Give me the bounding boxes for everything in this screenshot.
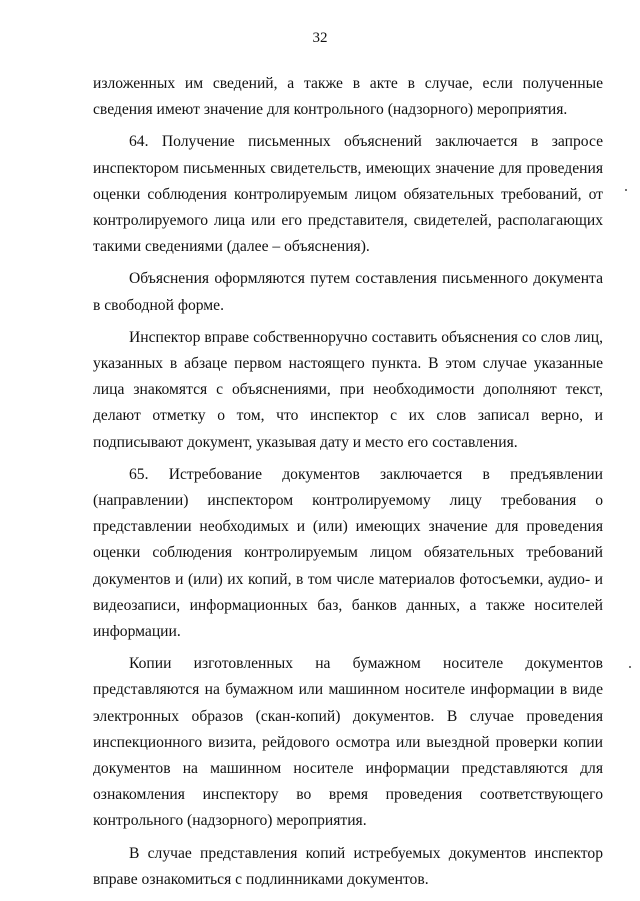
paragraph-inspector-right: Инспектор вправе собственноручно составить объяснения со слов лиц, указанных в абзаце первом настоящего пункта. В этом случае указанные лица знакомятся с объяснениями, при необходимости дополняют текст, делают отметку о том, что инспектор с их слов записал верно, и подписывают документ, указывая дату и место его составления. [93,328,603,451]
scan-speck [629,666,631,668]
paragraph-continuation: изложенных им сведений, а также в акте в случае, если полученные сведения имеют значение для контрольного (надзорного) мероприятия. [93,75,603,119]
paragraph-copies: Копии изготовленных на бумажном носителе документов представляются на бумажном или машинном носителе информации в виде электронных образов (скан-копий) документов. В случае проведения инспекционного визита, рейдового осмотра или выездной проверки копии документов на машинном носителе информации представляются для ознакомления инспектору во время проведения соответствующего контрольного (надзорного) мероприятия. [93,655,603,830]
paragraph-explanations-form: Объяснения оформляются путем составления письменного документа в свободной форме. [93,270,603,314]
paragraph-originals: В случае представления копий истребуемых документов инспектор вправе ознакомиться с подлинниками документов. [93,844,603,888]
body-text [93,71,603,893]
page-number: 32 [312,30,328,46]
paragraph-item-65: 65. Истребование документов заключается в предъявлении (направлении) инспектором контролируемому лицу требования о представлении необходимых и (или) имеющих значение для проведения оценки соблюдения контролируемым лицом обязательных требований документов и (или) их копий, в том числе материалов фотосъемки, аудио- и видеозаписи, информационных баз, банков данных, а также носителей информации. [93,465,603,641]
scan-speck [625,189,627,191]
paragraph-item-64: 64. Получение письменных объяснений заключается в запросе инспектором письменных свидетельств, имеющих значение для проведения оценки соблюдения контролируемым лицом обязательных требований, от контролируемого лица или его представителя, свидетелей, располагающих такими сведениями (далее – объяснения). [93,133,603,256]
